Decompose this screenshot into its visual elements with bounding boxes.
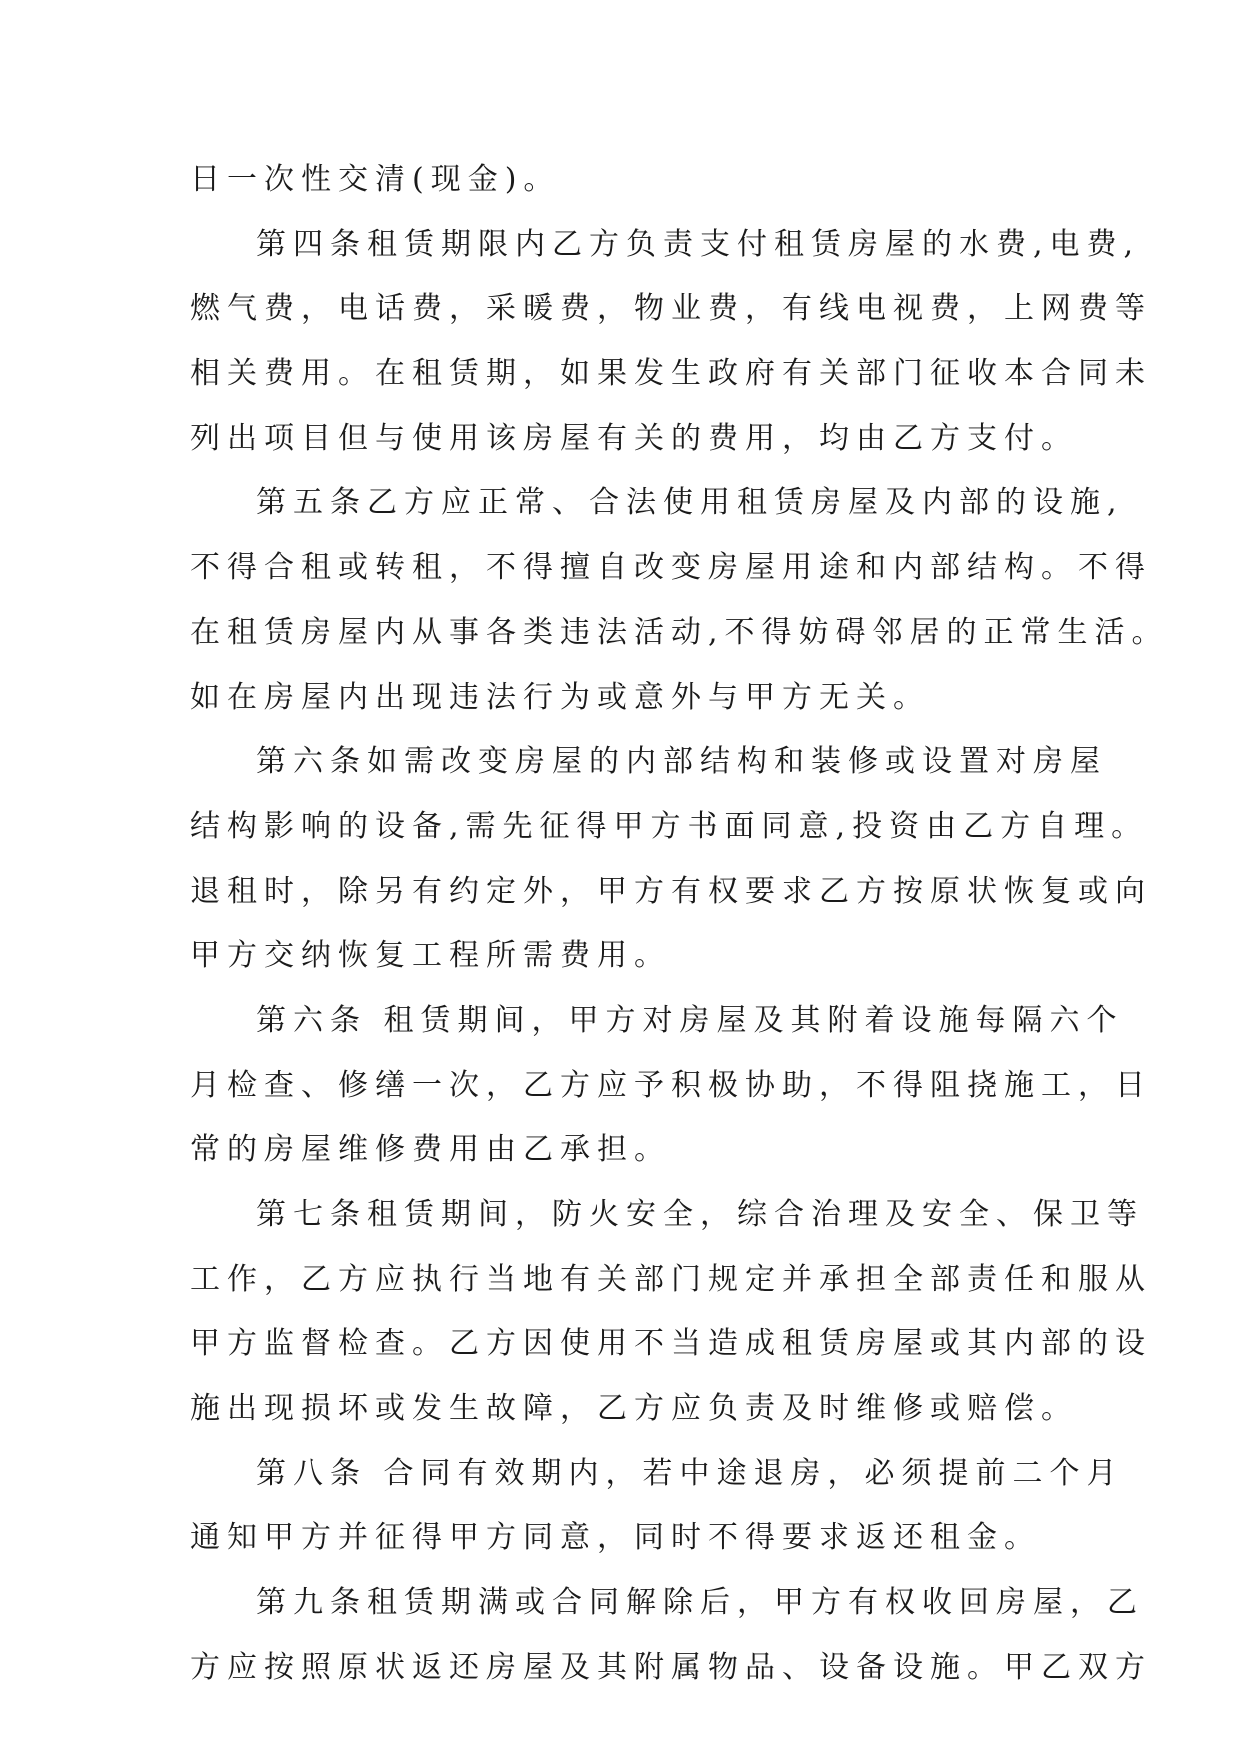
text-line: 列出项目但与使用该房屋有关的费用，均由乙方支付。 [190,420,1078,456]
text-line: 第六条 租赁期间，甲方对房屋及其附着设施每隔六个 [256,1002,1124,1038]
contract-body-text [190,148,1169,1701]
text-line: 甲方监督检查。乙方因使用不当造成租赁房屋或其内部的设 [190,1326,1152,1362]
text-line: 如在房屋内出现违法行为或意外与甲方无关。 [190,679,930,715]
text-line: 常的房屋维修费用由乙承担。 [190,1132,671,1168]
text-line: 月检查、修缮一次，乙方应予积极协助，不得阻挠施工，日 [190,1067,1152,1103]
text-line: 第四条租赁期限内乙方负责支付租赁房屋的水费,电费, [256,226,1141,262]
text-line: 通知甲方并征得甲方同意，同时不得要求返还租金。 [190,1520,1041,1556]
text-line: 在租赁房屋内从事各类违法活动,不得妨碍邻居的正常生活。 [190,614,1169,650]
text-line: 工作，乙方应执行当地有关部门规定并承担全部责任和服从 [190,1261,1152,1297]
text-line: 第九条租赁期满或合同解除后，甲方有权收回房屋，乙 [256,1585,1144,1621]
text-line: 结构影响的设备,需先征得甲方书面同意,投资由乙方自理。 [190,808,1149,844]
text-line: 燃气费，电话费，采暖费，物业费，有线电视费，上网费等 [190,291,1152,327]
text-line: 相关费用。在租赁期，如果发生政府有关部门征收本合同未 [190,356,1152,392]
text-line: 退租时，除另有约定外，甲方有权要求乙方按原状恢复或向 [190,873,1152,909]
text-line: 日一次性交清(现金)。 [190,162,561,197]
text-line: 甲方交纳恢复工程所需费用。 [190,938,671,974]
text-line: 第六条如需改变房屋的内部结构和装修或设置对房屋 [256,744,1107,780]
text-line: 不得合租或转租，不得擅自改变房屋用途和内部结构。不得 [190,550,1152,586]
text-line: 施出现损坏或发生故障，乙方应负责及时维修或赔偿。 [190,1391,1078,1427]
text-line: 第五条乙方应正常、合法使用租赁房屋及内部的设施, [256,485,1124,521]
text-line: 第八条 合同有效期内，若中途退房，必须提前二个月 [256,1455,1124,1491]
text-line: 第七条租赁期间，防火安全，综合治理及安全、保卫等 [256,1197,1144,1232]
text-line: 方应按照原状返还房屋及其附属物品、设备设施。甲乙双方 [190,1649,1152,1685]
